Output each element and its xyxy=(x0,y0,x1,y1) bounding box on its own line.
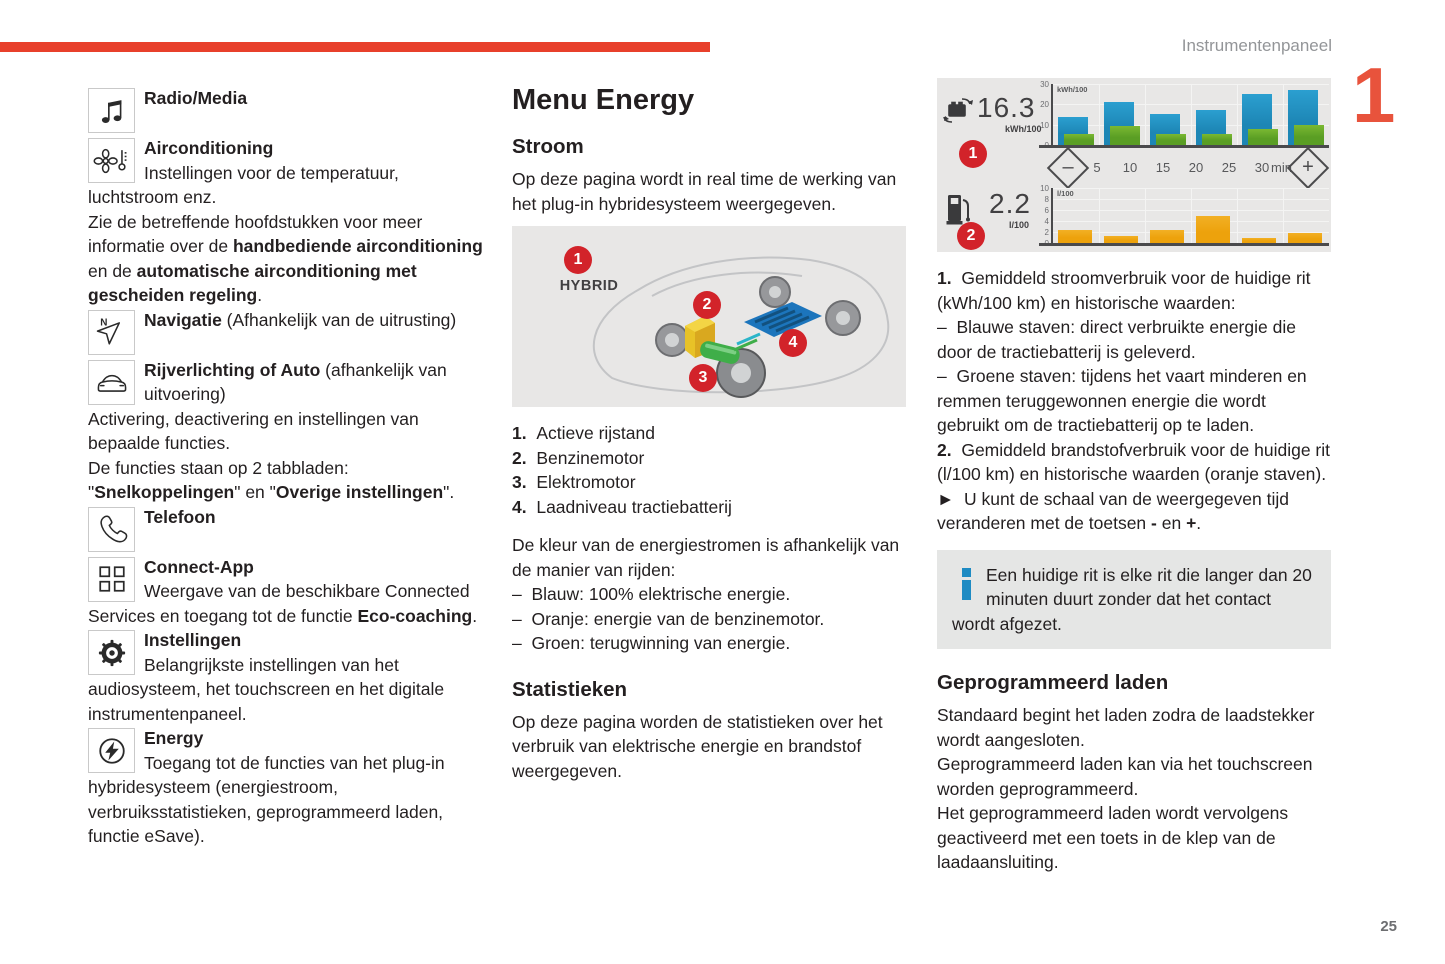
statistieken-text: Op deze pagina worden de statistieken over het verbruik van elektrische energie en brandstof weergegeven. xyxy=(512,711,883,781)
diagram-marker-3: 3 xyxy=(689,364,717,392)
chart-ytick-label: 2 xyxy=(1044,228,1049,237)
electric-consumption-unit: kWh/100 xyxy=(1005,124,1042,134)
menu-item-title: Instellingen xyxy=(144,630,242,650)
menu-item-title: Energy xyxy=(144,728,204,748)
green-regen-bar-30 xyxy=(1294,125,1324,145)
menu-item-text: Zie de betreffende hoofdstukken voor meer informatie over de handbediende airconditioning en de automatische airconditioning met gescheiden regeling. xyxy=(88,211,483,305)
green-regen-bar-15 xyxy=(1156,134,1186,145)
prog-laden-text-2: Geprogrammeerd laden kan via het touchscreen worden geprogrammeerd. xyxy=(937,754,1313,799)
time-label-15: 15 xyxy=(1155,160,1171,175)
subsection-title-stroom: Stroom xyxy=(512,135,584,158)
diagram-marker-1: 1 xyxy=(564,246,592,274)
chart-y-axis xyxy=(1051,84,1053,148)
legend-item-2: 2. Benzinemotor xyxy=(512,447,645,468)
chart-gridline xyxy=(1283,188,1284,243)
subsection-title-geprogrammeerd-laden: Geprogrammeerd laden xyxy=(937,671,1169,694)
menu-item-text: Activering, deactivering en instellingen van bepaalde functies. xyxy=(88,408,419,453)
time-label-30: 30 xyxy=(1254,160,1270,175)
color-item-blue: – Blauw: 100% elektrische energie. xyxy=(512,584,791,604)
menu-item-text: De functies staan op 2 tabbladen: "Snelkoppelingen" en "Overige instellingen". xyxy=(88,457,455,502)
time-label-10: 10 xyxy=(1122,160,1138,175)
chart-ytick-label: 6 xyxy=(1044,206,1049,215)
car-icon xyxy=(88,360,135,405)
chart-gridline xyxy=(1283,84,1284,145)
chart-gridline xyxy=(1099,188,1100,243)
display-note-1: 1. Gemiddeld stroomverbruik voor de huidige rit (kWh/100 km) en historische waarden: xyxy=(937,268,1311,313)
chart-gridline xyxy=(1191,84,1192,145)
time-label-25: 25 xyxy=(1221,160,1237,175)
legend-item-4: 4. Laadniveau tractiebatterij xyxy=(512,496,732,517)
phone-icon xyxy=(88,507,135,552)
chart-baseline xyxy=(1039,243,1329,246)
menu-item-text: Toegang tot de functies van het plug-in hybridesysteem (energiestroom, verbruiksstatistieken, geprogrammeerd laden, functie eSave). xyxy=(88,752,445,846)
info-note-text: Een huidige rit is elke rit die langer dan 20 minuten duurt zonder dat het contact wordt afgezet. xyxy=(952,564,1312,634)
chart-ytick-label: 4 xyxy=(1044,217,1049,226)
chapter-accent-rule xyxy=(0,42,710,52)
menu-item-energy xyxy=(88,726,484,849)
energy-bolt-icon xyxy=(88,728,135,773)
menu-item-title: Connect-App xyxy=(144,556,254,577)
menu-item-text: Instellingen voor de temperatuur, luchtstroom enz. xyxy=(88,162,399,207)
stroom-intro-text: Op deze pagina wordt in real time de werking van het plug-in hybridesysteem weergegeven. xyxy=(512,169,897,214)
electric-consumption-icon xyxy=(941,92,977,128)
green-regen-bar-5 xyxy=(1064,134,1094,145)
orange-fuel-bar-10 xyxy=(1104,236,1138,243)
chart-gridline xyxy=(1237,188,1238,243)
chart-ytick-label: 8 xyxy=(1044,195,1049,204)
hybrid-system-diagram xyxy=(512,226,906,407)
menu-item-telefoon xyxy=(88,505,484,555)
navigation-arrow-icon xyxy=(88,310,135,355)
chart-baseline xyxy=(1039,145,1329,148)
menu-item-title: Radio/Media xyxy=(144,88,248,108)
menu-item-connect-app xyxy=(88,555,484,629)
right-column xyxy=(937,78,1331,875)
scale-change-instruction: ► U kunt de schaal van de weergegeven tijd veranderen met de toetsen - en +. xyxy=(937,488,1289,533)
time-label-5: 5 xyxy=(1093,160,1101,175)
subsection-title-statistieken: Statistieken xyxy=(512,677,628,701)
section-title-menu-energy: Menu Energy xyxy=(512,84,695,116)
orange-fuel-bar-20 xyxy=(1196,216,1230,244)
menu-item-rijverlichting xyxy=(88,358,484,505)
menu-item-navigatie xyxy=(88,308,484,358)
middle-column xyxy=(512,84,906,783)
time-scale-row xyxy=(1035,152,1329,186)
energy-flow-lines xyxy=(734,334,760,350)
menu-item-title: Telefoon xyxy=(144,506,216,527)
chart-ytick-label: 10 xyxy=(1040,120,1049,130)
display-note-2: 2. Gemiddeld brandstofverbruik voor de huidige rit (l/100 km) en historische waarden (oranje staven). xyxy=(937,439,1331,484)
chart-y-axis xyxy=(1051,188,1053,246)
page-header: Instrumentenpaneel xyxy=(1181,36,1332,55)
green-regen-bar-10 xyxy=(1110,126,1140,145)
consumption-display xyxy=(937,78,1331,252)
orange-fuel-bar-5 xyxy=(1058,230,1092,243)
chapter-number: 1 xyxy=(1352,51,1396,139)
color-item-green: – Groen: terugwinning van energie. xyxy=(512,633,791,653)
orange-fuel-bar-15 xyxy=(1150,230,1184,243)
display-note-blue-bars: – Blauwe staven: direct verbruikte energie die door de tractiebatterij is geleverd. xyxy=(937,317,1296,362)
fuel-consumption-unit: l/100 xyxy=(1009,220,1030,230)
chart-unit-label: kWh/100 xyxy=(1057,85,1088,94)
display-marker-1: 1 xyxy=(959,140,987,168)
fan-thermometer-icon xyxy=(88,138,135,183)
chart-unit-label: l/100 xyxy=(1057,189,1074,198)
minus-icon: – xyxy=(1062,156,1074,178)
legend-item-1: 1. Actieve rijstand xyxy=(512,423,655,443)
svg-text:N: N xyxy=(99,317,107,329)
orange-fuel-bar-30 xyxy=(1288,233,1322,243)
chart-gridline xyxy=(1237,84,1238,145)
menu-item-text: Belangrijkste instellingen van het audiosysteem, het touchscreen en het digitale instrumentenpaneel. xyxy=(88,654,445,724)
menu-item-title: Rijverlichting of Auto (afhankelijk van uitvoering) xyxy=(144,359,447,404)
music-note-icon xyxy=(88,88,135,133)
gear-icon xyxy=(88,630,135,675)
menu-item-title: Navigatie (Afhankelijk van de uitrusting) xyxy=(144,309,457,330)
electric-consumption-chart xyxy=(1035,82,1329,150)
diagram-marker-2: 2 xyxy=(693,291,721,319)
diagram-marker-4: 4 xyxy=(779,329,807,357)
chart-gridline xyxy=(1099,84,1100,145)
chart-gridline xyxy=(1191,188,1192,243)
prog-laden-text-1: Standaard begint het laden zodra de laadstekker wordt aangesloten. xyxy=(937,705,1315,750)
prog-laden-text-3: Het geprogrammeerd laden wordt vervolgens geactiveerd met een toets in de klep van de laadaansluiting. xyxy=(937,803,1289,872)
orange-fuel-bar-25 xyxy=(1242,238,1276,243)
hybrid-label: HYBRID xyxy=(559,278,619,294)
left-column xyxy=(88,86,484,849)
color-item-orange: – Oranje: energie van de benzinemotor. xyxy=(512,608,825,629)
menu-item-title: Airconditioning xyxy=(144,138,274,158)
time-scale-plus-button xyxy=(1287,147,1329,189)
menu-item-radio-media xyxy=(88,86,484,136)
info-icon xyxy=(962,568,971,600)
legend-item-3: 3. Elektromotor xyxy=(512,472,636,492)
menu-item-instellingen xyxy=(88,628,484,726)
color-explanation-text: De kleur van de energiestromen is afhankelijk van de manier van rijden: xyxy=(512,535,900,580)
chart-ytick-label: 10 xyxy=(1040,184,1049,193)
fuel-consumption-chart xyxy=(1035,186,1329,248)
chart-gridline xyxy=(1145,84,1146,145)
green-regen-bar-25 xyxy=(1248,129,1278,145)
time-label-20: 20 xyxy=(1188,160,1204,175)
display-marker-2: 2 xyxy=(957,222,985,250)
menu-item-airconditioning xyxy=(88,136,484,308)
green-regen-bar-20 xyxy=(1202,134,1232,145)
app-grid-icon xyxy=(88,557,135,602)
fuel-consumption-value: 2.2 xyxy=(989,188,1031,219)
menu-item-text: Weergave van de beschikbare Connected Services en toegang tot de functie Eco-coaching. xyxy=(88,581,478,626)
plus-icon: + xyxy=(1302,156,1314,178)
chart-gridline xyxy=(1145,188,1146,243)
display-note-green-bars: – Groene staven: tijdens het vaart minderen en remmen teruggewonnen energie die wordt gebruikt om de tractiebatterij op te laden. xyxy=(937,366,1307,435)
time-unit-label: min xyxy=(1271,160,1292,175)
chart-ytick-label: 30 xyxy=(1040,80,1049,89)
electric-consumption-value: 16.3 xyxy=(977,92,1036,123)
chart-ytick-label: 20 xyxy=(1040,100,1049,110)
info-note-box xyxy=(937,550,1331,650)
page-number: 25 xyxy=(1380,918,1397,935)
